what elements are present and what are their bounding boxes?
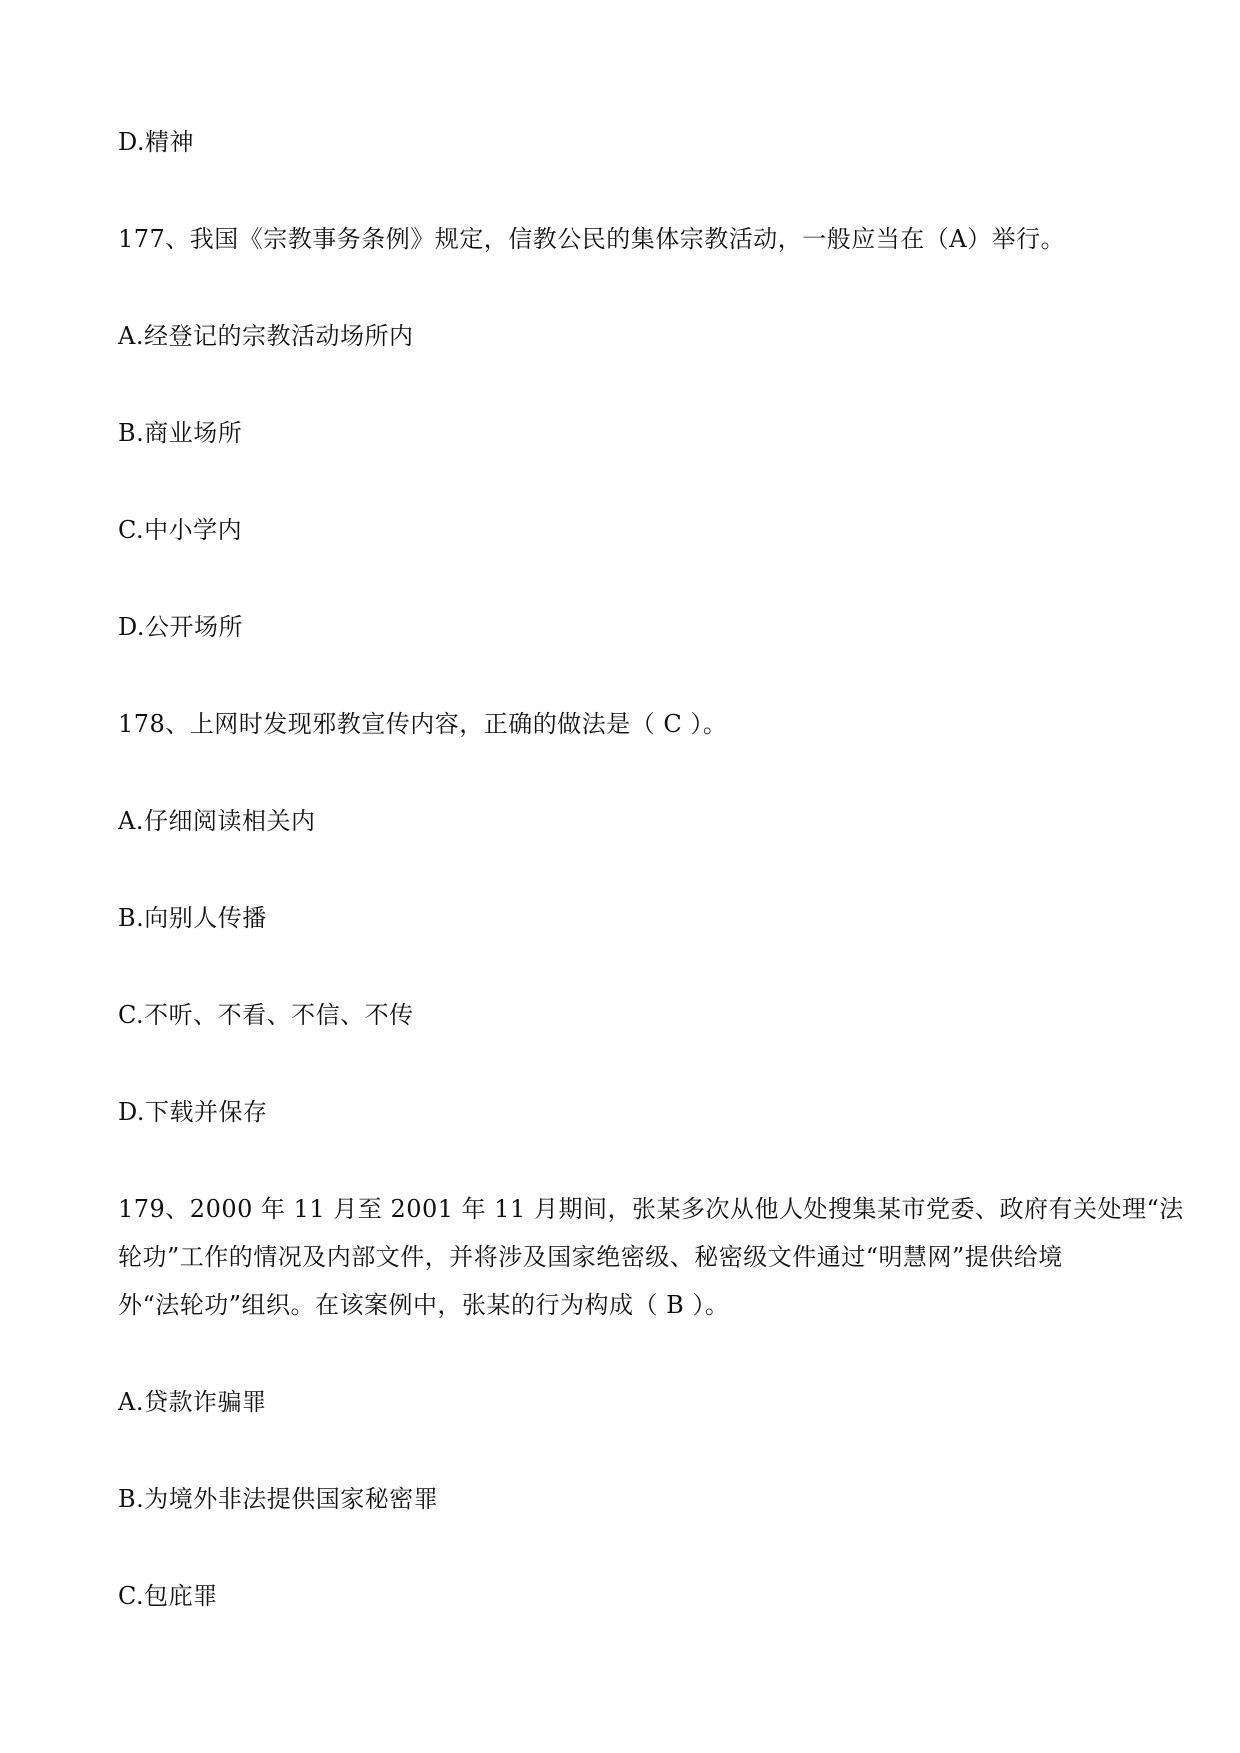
option-177-c: C.中小学内 bbox=[118, 516, 243, 544]
option-178-c: C.不听、不看、不信、不传 bbox=[118, 1001, 414, 1029]
option-179-b: B.为境外非法提供国家秘密罪 bbox=[118, 1485, 439, 1513]
option-176-d: D.精神 bbox=[118, 128, 195, 156]
question-179-line-1: 179、2000 年 11 月至 2001 年 11 月期间，张某多次从他人处搜集某市党委、政府有关处理“法 bbox=[118, 1195, 1184, 1223]
option-178-d: D.下载并保存 bbox=[118, 1098, 268, 1126]
question-179-line-3: 外“法轮功”组织。在该案例中，张某的行为构成（ B ）。 bbox=[118, 1291, 730, 1319]
option-177-b: B.商业场所 bbox=[118, 419, 243, 447]
option-177-a: A.经登记的宗教活动场所内 bbox=[118, 322, 414, 350]
option-177-d: D.公开场所 bbox=[118, 613, 244, 641]
option-179-c: C.包庇罪 bbox=[118, 1582, 218, 1610]
question-179-line-2: 轮功”工作的情况及内部文件，并将涉及国家绝密级、秘密级文件通过“明慧网”提供给境 bbox=[118, 1243, 1063, 1271]
question-177: 177、我国《宗教事务条例》规定，信教公民的集体宗教活动，一般应当在（A）举行。 bbox=[118, 225, 1066, 253]
question-178: 178、上网时发现邪教宣传内容，正确的做法是（ C ）。 bbox=[118, 710, 728, 738]
option-179-a: A.贷款诈骗罪 bbox=[118, 1388, 267, 1416]
question-179 bbox=[118, 1185, 1184, 1329]
option-178-b: B.向别人传播 bbox=[118, 904, 267, 932]
option-178-a: A.仔细阅读相关内 bbox=[118, 807, 316, 835]
